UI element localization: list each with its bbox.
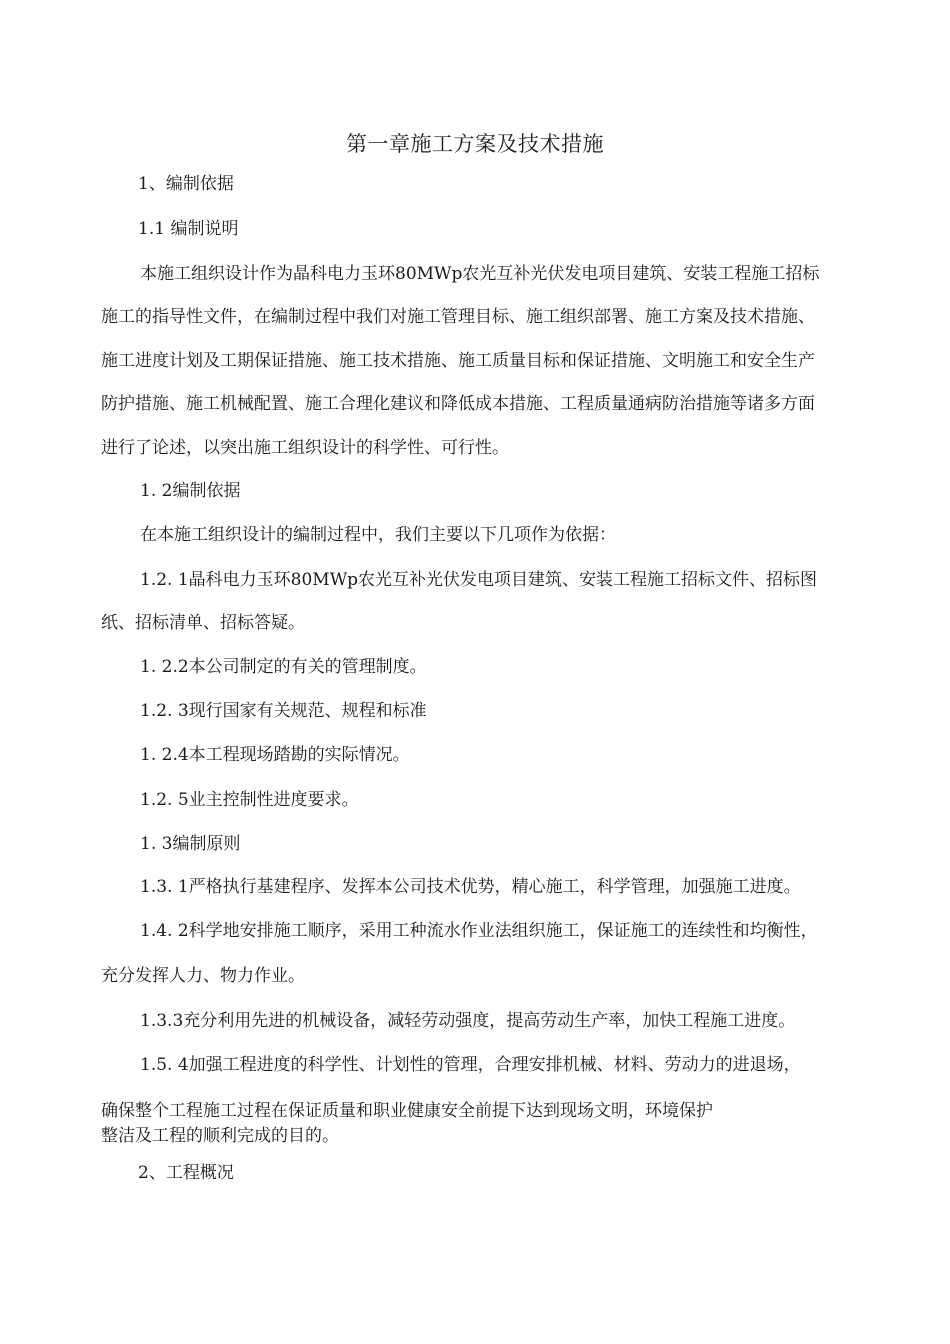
list-item: 1.2. 5业主控制性进度要求。 <box>140 790 359 810</box>
paragraph-line: 施工的指导性文件，在编制过程中我们对施工管理目标、施工组织部署、施工方案及技术措施、 <box>101 307 815 327</box>
paragraph-line: 在本施工组织设计的编制过程中，我们主要以下几项作为依据： <box>140 525 616 545</box>
paragraph-line: 防护措施、施工机械配置、施工合理化建议和降低成本措施、工程质量通病防治措施等诸多方面 <box>101 394 815 414</box>
list-item: 1. 2.2本公司制定的有关的管理制度。 <box>140 657 427 677</box>
page-title: 第一章施工方案及技术措施 <box>346 132 604 156</box>
list-item: 1.2. 1晶科电力玉环80MWp农光互补光伏发电项目建筑、安装工程施工招标文件、招标图 <box>140 570 818 590</box>
paragraph-line: 施工进度计划及工期保证措施、施工技术措施、施工质量目标和保证措施、文明施工和安全生产 <box>101 351 815 371</box>
list-item: 1. 2.4本工程现场踏勘的实际情况。 <box>140 745 410 765</box>
subsection-heading: 1.1 编制说明 <box>138 219 239 239</box>
section-heading: 1、编制依据 <box>138 174 234 194</box>
list-item: 1.3.3充分利用先进的机械设备，减轻劳动强度，提高劳动生产率，加快工程施工进度。 <box>140 1011 796 1031</box>
list-item: 1.3. 1严格执行基建程序、发挥本公司技术优势，精心施工，科学管理，加强施工进度。 <box>140 877 801 897</box>
list-item: 1.5. 4加强工程进度的科学性、计划性的管理，合理安排机械、材料、劳动力的进退场， <box>140 1055 801 1075</box>
section-heading: 2、工程概况 <box>138 1163 234 1183</box>
paragraph-line: 进行了论述，以突出施工组织设计的科学性、可行性。 <box>101 438 509 458</box>
subsection-heading: 1. 2编制依据 <box>140 481 241 501</box>
list-item-continuation: 纸、招标清单、招标答疑。 <box>101 613 305 633</box>
list-item-continuation: 确保整个工程施工过程在保证质量和职业健康安全前提下达到现场文明，环境保护 <box>101 1101 713 1121</box>
list-item-continuation: 充分发挥人力、物力作业。 <box>101 966 305 986</box>
list-item-continuation: 整洁及工程的顺利完成的目的。 <box>101 1126 339 1146</box>
paragraph-line: 本施工组织设计作为晶科电力玉环80MWp农光互补光伏发电项目建筑、安装工程施工招标 <box>140 264 820 284</box>
subsection-heading: 1. 3编制原则 <box>140 834 241 854</box>
list-item: 1.4. 2科学地安排施工顺序，采用工种流水作业法组织施工，保证施工的连续性和均衡性， <box>140 921 818 941</box>
list-item: 1.2. 3现行国家有关规范、规程和标准 <box>140 701 427 721</box>
